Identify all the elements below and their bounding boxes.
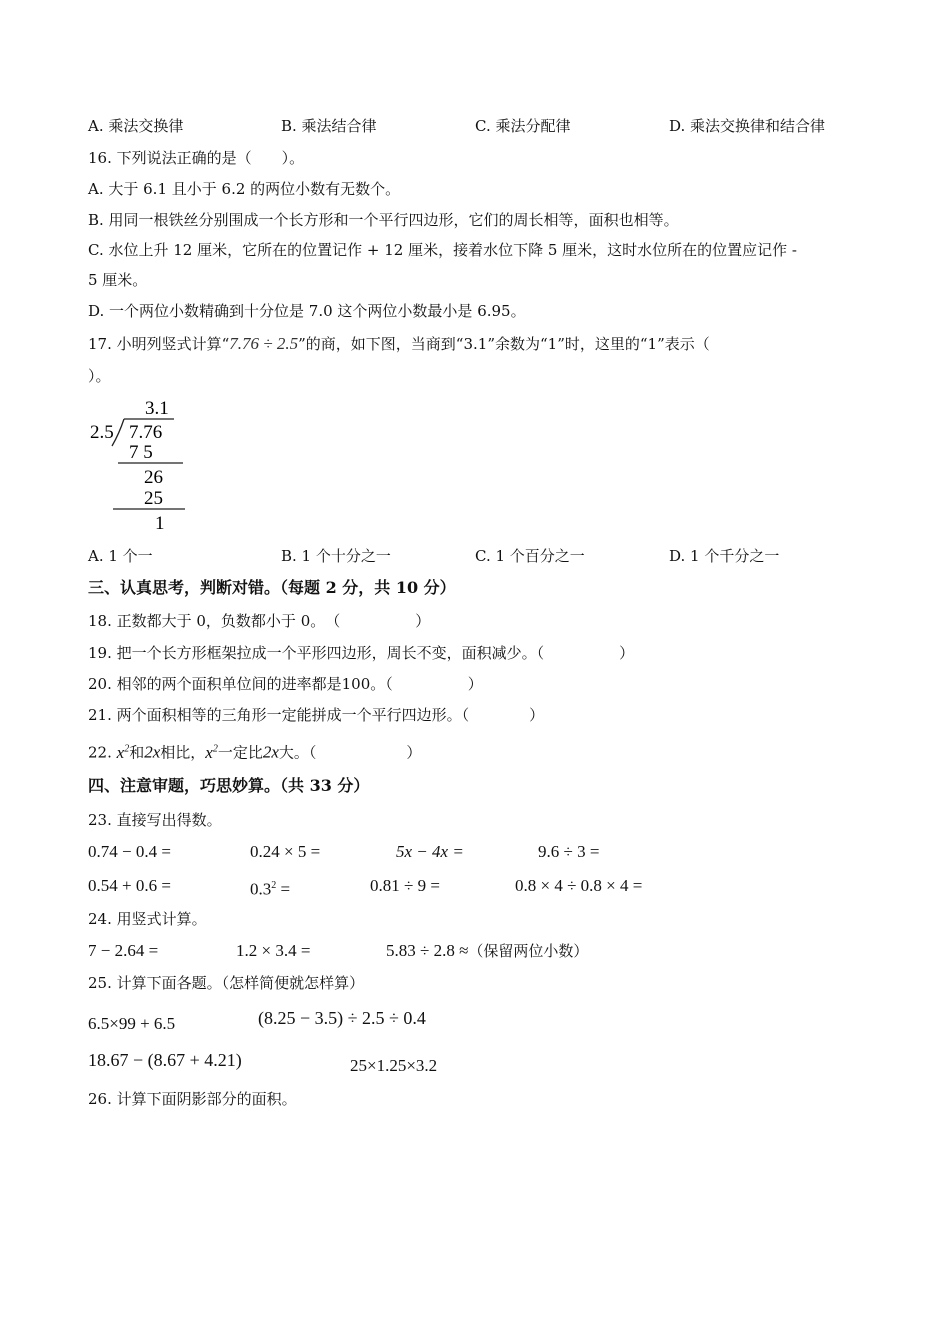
q20: 20. 相邻的两个面积单位间的进率都是100。（ ） (88, 675, 483, 693)
q25-stem: 25. 计算下面各题。（怎样简便就怎样算） (88, 974, 365, 992)
q22-number: 22. (88, 743, 112, 762)
q22-exponent-2: 2 (212, 743, 218, 754)
q23-item-4: 9.6 ÷ 3 = (538, 842, 600, 861)
q15-option-d: D. 乘法交换律和结合律 (669, 117, 826, 135)
q23-item-6-equals: = (280, 879, 291, 899)
division-dividend: 7.76 (129, 422, 163, 443)
section3-title: 三、认真思考，判断对错。（每题 2 分，共 10 分） (88, 578, 456, 597)
q22-text-compare: 相比， (160, 743, 206, 762)
q23-item-5: 0.54 + 0.6 = (88, 876, 171, 895)
q24-stem: 24. 用竖式计算。 (88, 910, 207, 928)
q22-x-squared-2 (205, 743, 218, 762)
q22-2x: 2x (144, 742, 161, 762)
q17-stem-line2: ）。 (88, 367, 111, 385)
q22-text-end: 大。（ ） (278, 743, 422, 762)
q17-stem-post: ”的商，如下图，当商到“3.1”余数为“1”时，这里的“1”表示（ (298, 335, 710, 353)
q23-item-6-exponent: 2 (271, 880, 277, 891)
q24-item-2: 1.2 × 3.4 = (236, 941, 311, 960)
q23-item-7: 0.81 ÷ 9 = (370, 876, 440, 895)
q17-division-figure (88, 392, 198, 532)
q25-item-2: (8.25 − 3.5) ÷ 2.5 ÷ 0.4 (258, 1008, 426, 1028)
q17-option-a: A. 1 个一 (88, 547, 153, 565)
q22-x-var: x (116, 742, 125, 762)
q15-option-c: C. 乘法分配律 (475, 117, 571, 135)
division-remainder1: 26 (144, 467, 163, 488)
q23-item-6 (250, 876, 290, 900)
q15-option-b: B. 乘法结合律 (281, 117, 377, 135)
q23-item-3: 5x − 4x = (396, 842, 464, 861)
q25-item-1: 6.5×99 + 6.5 (88, 1014, 176, 1033)
q16-option-c-line2: 5 厘米。 (88, 271, 148, 289)
section4-title: 四、注意审题，巧思妙算。（共 33 分） (88, 776, 370, 795)
q24-item-1: 7 − 2.64 = (88, 941, 159, 960)
division-bracket (112, 419, 124, 446)
q22-text-and: 和 (129, 743, 145, 762)
q16-option-d: D. 一个两位小数精确到十分位是 7.0 这个两位小数最小是 6.95。 (88, 302, 526, 320)
q22-2x-2: 2x (262, 742, 279, 762)
q17-option-c: C. 1 个百分之一 (475, 547, 585, 565)
q15-option-a: A. 乘法交换律 (88, 117, 184, 135)
q22-exponent: 2 (124, 743, 130, 754)
q25-item-3: 18.67 − (8.67 + 4.21) (88, 1050, 242, 1070)
q16-option-a: A. 大于 6.1 且小于 6.2 的两位小数有无数个。 (88, 180, 401, 198)
q26-stem: 26. 计算下面阴影部分的面积。 (88, 1090, 297, 1108)
q22-text-must: 一定比 (217, 743, 263, 762)
q17-stem-pre: 17. 小明列竖式计算“ (88, 335, 230, 353)
q22-x-var-2: x (205, 742, 213, 762)
q23-item-2: 0.24 × 5 = (250, 842, 321, 861)
q23-item-8: 0.8 × 4 ÷ 0.8 × 4 = (515, 876, 643, 895)
q24-item-3 (386, 941, 588, 961)
q16-option-b: B. 用同一根铁丝分别围成一个长方形和一个平行四边形，它们的周长相等，面积也相等。 (88, 211, 679, 229)
q17-option-b: B. 1 个十分之一 (281, 547, 391, 565)
q19: 19. 把一个长方形框架拉成一个平形四边形，周长不变，面积减少。（ ） (88, 644, 635, 662)
division-step1: 7 5 (129, 442, 153, 463)
q24-item-3-note: （保留两位小数） (468, 942, 589, 960)
q18: 18. 正数都大于 0，负数都小于 0。 （ ） (88, 612, 431, 630)
q22 (88, 739, 421, 763)
division-quotient: 3.1 (145, 398, 169, 419)
q23-item-6-base: 0.3 (250, 879, 272, 899)
q23-item-1: 0.74 − 0.4 = (88, 842, 171, 861)
q22-x-squared (117, 743, 130, 762)
q17-stem (88, 334, 710, 354)
q16-option-c-line1: C. 水位上升 12 厘米，它所在的位置记作 + 12 厘米，接着水位下降 5 厘米，这时水位所在的位置应记作 - (88, 241, 797, 259)
q16-stem: 16. 下列说法正确的是（ ）。 (88, 149, 305, 167)
q24-item-3-expr: 5.83 ÷ 2.8 ≈ (386, 941, 469, 960)
q25-item-4: 25×1.25×3.2 (350, 1056, 438, 1075)
q21: 21. 两个面积相等的三角形一定能拼成一个平行四边形。（ ） (88, 706, 545, 724)
q17-expression: 7.76 ÷ 2.5 (229, 334, 299, 353)
q23-stem: 23. 直接写出得数。 (88, 811, 222, 829)
q17-option-d: D. 1 个千分之一 (669, 547, 780, 565)
division-step2: 25 (144, 488, 163, 509)
division-divisor: 2.5 (90, 422, 114, 443)
division-remainder2: 1 (155, 513, 165, 532)
